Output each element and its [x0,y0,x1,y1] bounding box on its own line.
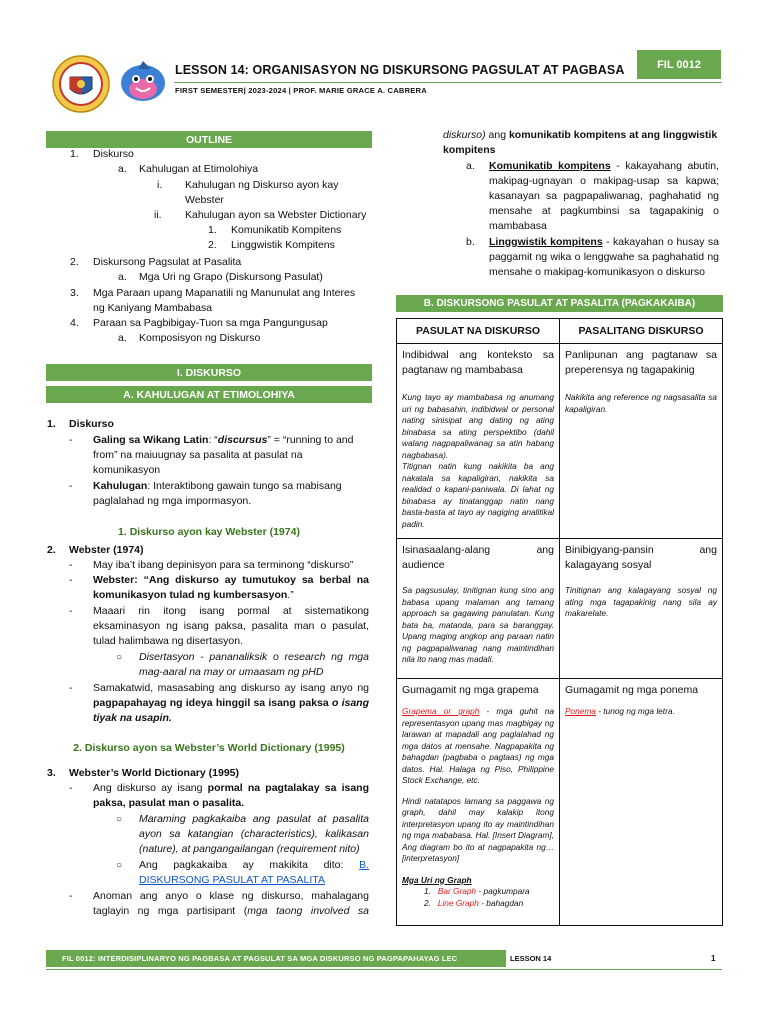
item-number: 2. [47,544,56,556]
outline-num: a. [118,271,127,283]
section-heading-diskurso: I. DISKURSO [46,364,372,381]
anoman-line-1: Anoman ang anyo o klase ng diskurso, mahalagang [93,890,369,902]
item-number: 3. [47,767,56,779]
outline-item: Mga Uri ng Grapo (Diskursong Pasulat) [139,271,323,283]
outline-heading: OUTLINE [46,131,372,148]
disertasyon-line-1: Disertasyon - pananaliksik o research ng mga [139,651,369,663]
semester-professor-line: FIRST SEMESTER| 2023-2024 | PROF. MARIE GRACE A. CABRERA [175,86,427,95]
webster-1974-heading: 1. Diskurso ayon kay Webster (1974) [118,526,300,538]
section-b-heading: B. DISKURSONG PASULAT AT PASALITA (PAGKAKAIBA) [396,295,723,312]
dash-bullet: - [69,890,73,902]
outline-num: a. [118,163,127,175]
item-title: Diskurso [69,418,114,430]
item-title: Webster (1974) [69,544,144,556]
comparison-table [396,318,723,926]
cell-italic-text: Kung tayo ay mambabasa ng anumang uri ng babasahin, indibidwal or personal nating sinisipat ang dating ng ating binabasa sa ating perspektibo (dahil walang nagpapaliwanag sa atin habang nagbabasa). [402,392,554,460]
webster-line: May iba’t ibang depinisyon para sa terminong “diskurso” [93,559,354,571]
dash-bullet: - [69,782,73,794]
dash-bullet: - [69,480,73,492]
komunikatib-line-3: kasanayan sa pagpapaliwanag, paghahatid ng [489,190,719,202]
table-row [397,679,723,926]
outline-item: Diskursong Pagsulat at Pasalita [93,256,242,268]
galing-line-3: komunikasyon [93,464,161,476]
maaari-line-1: Maaari rin itong isang pormal at sistematikong [93,605,369,617]
samakatwid-line-1: Samakatwid, masasabing ang diskurso ay isang anyo ng [93,682,369,694]
table-cell [560,539,723,679]
cell-italic-text: Titignan natin kung nakikita ba ang nakatala sa kapaligiran, nakikita sa realidad o kapani-paniwala. Di lahat ng binabasa ay tinatanggap natin nang basta-basta at tayo ay nagiging analitikal padin. [402,461,554,529]
samakatwid-line-2: pagpapahayag ng ideya hinggil sa isang paksa o isang [93,697,369,709]
outline-num: 1. [208,224,217,236]
anoman-line-2: taglayin ng mga partisipant (mga taong involved sa [93,905,369,917]
webster-quote-line-2: komunikasyon tulad ng kumbersasyon.” [93,589,294,601]
komunikatib-line-4: mensahe at pagkumbinsi sa tagapakinig o [489,205,719,217]
komunikatib-line-2: makipag-ugnayan o makipag-usap sa kapwa; [489,175,719,187]
samakatwid-line-3: tiyak na usapin. [93,712,172,724]
outline-item: Kahulugan ng Diskurso ayon kay [185,179,339,191]
dash-bullet: - [69,682,73,694]
footer-lesson: LESSON 14 [510,954,552,963]
header-divider [174,82,722,83]
outline-item: Webster [185,194,224,206]
continuation-line-1: diskurso) ang komunikatib kompitens at ang linggwistik [443,129,718,141]
komunikatib-line-1: Komunikatib kompitens - kakayahang abutin, [489,160,720,172]
maraming-line-1: Maraming pagkakaiba ang pasulat at pasalita [139,813,369,825]
maraming-line-2: ayon sa katangian (characteristics), kalikasan [139,828,369,840]
outline-item: Komunikatib Kompitens [231,224,342,236]
section-b-link-text[interactable]: DISKURSONG PASULAT AT PASALITA [139,874,325,886]
outline-num: i. [157,179,163,191]
outline-num: 2. [70,256,79,268]
pagkakaiba-line-1: Ang pagkakaiba ay makikita dito: B. [139,859,369,871]
outline-item: Kahulugan ayon sa Webster Dictionary [185,209,367,221]
table-cell [397,679,560,926]
komunikatib-line-5: mambabasa [489,220,547,232]
item-letter: a. [466,160,475,172]
table-row [397,539,723,679]
wwd-heading: 2. Diskurso ayon sa Webster’s World Dictionary (1995) [73,742,345,754]
hollow-circle-bullet-icon: ○ [116,652,123,663]
maaari-line-2: eksaminasyon ng isang paksa, pasalita man o pasulat, [93,620,369,632]
kahulugan-line: Kahulugan: Interaktibong gawain tungo sa mabisang [93,480,342,492]
table-cell [397,539,560,679]
outline-num: 2. [208,239,217,251]
table-header-row [397,319,723,344]
cell-main-text: Binibigyang-pansin ang kalagayang sosyal [565,544,717,571]
ponema-definition: Ponema - tunog ng mga letra. [565,706,675,716]
table-cell [397,344,560,539]
item-title: Webster’s World Dictionary (1995) [69,767,239,779]
dash-bullet: - [69,605,73,617]
cell-italic-text: Nakikita ang reference ng nagsasalita sa kapaligiran. [565,392,717,414]
outline-item: Linggwistik Kompitens [231,239,335,251]
maaari-line-3: tulad halimbawa ng disertasyon. [93,635,244,647]
dolphin-mascot-icon [116,55,170,105]
cell-main-text: Panlipunan ang pagtanaw sa preperensya ng tagapakinig [565,349,717,376]
wwd-line-2: paksa, pasulat man o pasalita. [93,797,245,809]
linggwistik-line-3: mensahe o makipag-komunikasyon o diskurso [489,266,705,278]
maraming-line-3: (nature), at pangangailangan (requirement nito) [139,843,360,855]
dash-bullet: - [69,574,73,586]
table-row [397,344,723,539]
webster-quote-line-1: Webster: “Ang diskurso ay tumutukoy sa berbal na [93,574,370,586]
subsection-heading-kahulugan: A. KAHULUGAN AT ETIMOLOHIYA [46,386,372,403]
graph-type-item: 2. Line Graph - bahagdan [424,897,524,908]
dash-bullet: - [69,434,73,446]
outline-num: 3. [70,287,79,299]
cell-italic-text: Tinitignan ang kalagayang sosyal ng ating mga tagapakinig nang sila ay makarelate. [565,585,717,618]
cell-italic-text: Hindi natatapos lamang sa paggawa ng graph, dahil may kalakip itong interpretasyon upang ito ay maintindihan ng mga mababasa. Hal. [Insert Diagram], Ang diagram bo ito at nagpapakita ng…[interpretasyon] [402,795,554,863]
footer-divider [46,969,722,970]
item-letter: b. [466,236,475,248]
disertasyon-line-2: mag-aaral na may or umaasam ng pHD [139,666,324,678]
column-header-pasalita: PASALITANG DISKURSO [560,319,723,344]
graph-types-title: Mga Uri ng Graph [402,874,472,885]
hollow-circle-bullet-icon: ○ [116,860,123,871]
section-b-link[interactable]: B. [359,859,369,871]
lesson-title: LESSON 14: ORGANISASYON NG DISKURSONG PAGSULAT AT PAGBASA [175,63,625,77]
cell-main-text: Indibidwal ang konteksto sa pagtanaw ng mambabasa [402,349,554,376]
footer-course-title: FIL 0012: INTERDISIPLINARYO NG PAGBASA AT PAGSULAT SA MGA DISKURSO NG PAGPAPAHAYAG LEC [46,950,506,967]
continuation-line-2: kompitens [443,144,496,156]
outline-item: ng Kaniyang Mambabasa [93,302,213,314]
outline-num: ii. [154,209,162,221]
outline-item: Paraan sa Pagbibigay-Tuon sa mga Pangungusap [93,317,328,329]
course-code-badge: FIL 0012 [637,50,721,79]
cell-main-text: Isinasaalang-alang ang audience [402,544,554,571]
outline-num: 4. [70,317,79,329]
table-cell [560,679,723,926]
page-number: 1 [711,954,716,963]
dash-bullet: - [69,559,73,571]
outline-num: 1. [70,148,79,160]
table-cell [560,344,723,539]
outline-item: Kahulugan at Etimolohiya [139,163,259,175]
cell-main-text: Gumagamit ng mga grapema [402,684,539,696]
kahulugan-line-2: paglalahad ng mga impormasyon. [93,495,252,507]
column-header-pasulat: PASULAT NA DISKURSO [397,319,560,344]
galing-line-2: from” na maiuugnay sa pasalita at pasulat na [93,449,303,461]
hollow-circle-bullet-icon: ○ [116,814,123,825]
outline-num: a. [118,332,127,344]
grapema-definition: Grapema or graph - mga guhit na representasyon upang mas magbigay ng larawan at mapadali ang paglalahad ng mga datos at mensahe. Nagpapakita ng bahagdan (pagbaba o pagtaas) ng mga datos. Hal. Halaga ng Piso, Philippine Stock Exchange, etc. [402,706,555,785]
university-seal-icon [52,55,110,113]
outline-item: Mga Paraan upang Mapanatili ng Manunulat ang Interes [93,287,356,299]
item-number: 1. [47,418,56,430]
outline-item: Komposisyon ng Diskurso [139,332,261,344]
linggwistik-line-2: paggamit ng wika o lenggwahe sa paghahatid ng [489,251,719,263]
linggwistik-line-1: Linggwistik kompitens - kakayahan o husay sa [489,236,719,248]
graph-type-item: 1. Bar Graph - pagkumpara [424,886,530,896]
wwd-line-1: Ang diskurso ay isang pormal na pagtalakay sa isang [93,782,369,794]
cell-italic-text: Sa pagsusulay, tinitignan kung sino ang babasa upang malaman ang tamang approach sa gagawing panulatan. Kung bata ba, matanda, para sa baranggay. Upang maging angkop ang paraan natin ng pagpapaliwanag nang maintindihan nila ito nang mas madali. [402,585,554,664]
cell-main-text: Gumagamit ng mga ponema [565,684,699,696]
outline-item: Diskurso [93,148,134,160]
galing-line: Galing sa Wikang Latin: “discursus” = “running to and [93,434,354,446]
